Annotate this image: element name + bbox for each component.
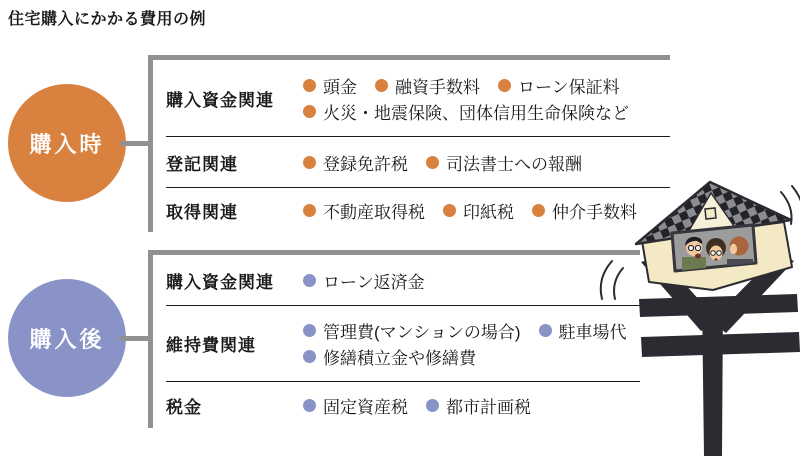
cost-item [303, 150, 408, 175]
cost-item [303, 393, 408, 418]
cost-item-label: 固定資産税 [323, 397, 408, 417]
bullet-dot-icon [426, 399, 439, 412]
cost-item [303, 99, 629, 124]
cost-item-label: 仲介手数料 [552, 202, 637, 222]
cost-item [443, 198, 514, 223]
cost-item [303, 268, 425, 293]
section-circle-label: 購入時 [29, 131, 105, 157]
cost-line [303, 98, 629, 124]
cost-items [303, 318, 627, 370]
cost-line [303, 318, 627, 344]
house-icon [636, 182, 792, 290]
cost-line [303, 344, 627, 370]
bullet-dot-icon [303, 324, 316, 337]
bullet-dot-icon [532, 204, 545, 217]
cost-row [166, 306, 640, 382]
cost-items [303, 197, 637, 223]
cost-item [375, 73, 480, 98]
section-circle-at-purchase [8, 84, 126, 202]
cost-item [303, 344, 476, 369]
cost-item-label: 管理費(マンションの場合) [323, 323, 521, 342]
bullet-dot-icon [303, 105, 316, 118]
cost-item-label: 都市計画税 [446, 397, 531, 417]
cost-row [166, 60, 670, 137]
bullet-dot-icon [303, 79, 316, 92]
cost-line [303, 149, 582, 175]
bullet-dot-icon [375, 79, 388, 92]
cost-row [166, 255, 640, 306]
cost-category-label: 維持費関連 [166, 336, 256, 355]
cost-item-label: 融資手数料 [395, 77, 480, 97]
cost-item-label: 頭金 [323, 77, 357, 97]
cost-item-label: 火災・地震保険、団体信用生命保険など [323, 103, 629, 123]
bullet-dot-icon [498, 79, 511, 92]
bullet-dot-icon [303, 204, 316, 217]
cost-category-label: 取得関連 [166, 202, 238, 222]
house-on-yen-illustration [588, 176, 800, 467]
cost-category-label: 購入資金関連 [166, 272, 274, 292]
cost-line [303, 197, 637, 223]
bullet-dot-icon [303, 399, 316, 412]
cost-item [303, 73, 357, 98]
cost-item-label: 修繕積立金や修繕費 [323, 349, 476, 368]
cost-items [303, 392, 531, 418]
cost-item-label: 駐車場代 [558, 323, 627, 342]
section-box-after-purchase [148, 250, 640, 428]
cost-item [426, 393, 531, 418]
cost-item [498, 73, 620, 98]
cost-item-label: 司法書士への報酬 [446, 154, 582, 174]
cost-category-label: 税金 [166, 397, 202, 417]
page-title: 住宅購入にかかる費用の例 [8, 11, 207, 28]
bullet-dot-icon [426, 156, 439, 169]
cost-item-label: ローン返済金 [323, 272, 425, 292]
cost-line [303, 267, 425, 293]
cost-items [303, 149, 582, 175]
cost-item [303, 198, 425, 223]
cost-line [303, 392, 531, 418]
cost-item [426, 150, 582, 175]
bullet-dot-icon [303, 156, 316, 169]
gable-window-icon [705, 208, 716, 219]
cost-category-label: 購入資金関連 [166, 90, 274, 110]
cost-item-label: ローン保証料 [518, 77, 620, 97]
cost-row [166, 382, 640, 428]
cost-line [303, 72, 629, 98]
cost-item-label: 登録免許税 [323, 154, 408, 174]
cost-item-label: 印紙税 [463, 202, 514, 222]
bullet-dot-icon [303, 274, 316, 287]
cost-items [303, 267, 425, 293]
section-circle-after-purchase [8, 279, 126, 397]
bullet-dot-icon [443, 204, 456, 217]
cost-category-label: 登記関連 [166, 154, 238, 174]
bullet-dot-icon [303, 350, 316, 363]
section-circle-label: 購入後 [29, 326, 105, 352]
cost-item-label: 不動産取得税 [323, 202, 425, 222]
cost-items [303, 72, 629, 124]
bullet-dot-icon [539, 324, 552, 337]
cost-item [303, 318, 521, 343]
